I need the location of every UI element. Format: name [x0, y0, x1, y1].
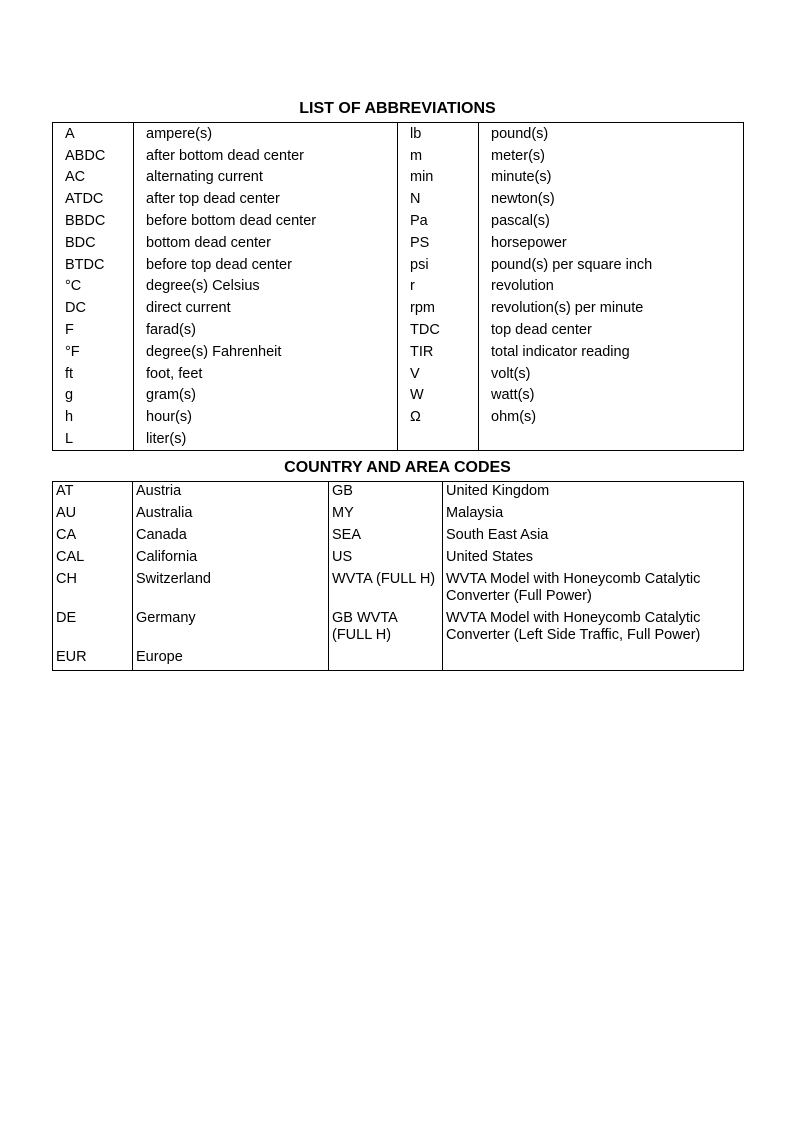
abbreviation-meaning: degree(s) Celsius: [134, 276, 398, 298]
abbreviation: h: [53, 406, 134, 428]
abbreviation-meaning: meter(s): [491, 147, 545, 164]
country-name: WVTA Model with Honeycomb Catalytic Converter (Left Side Traffic, Full Power): [446, 610, 701, 643]
country-code: US: [329, 548, 443, 570]
abbreviation-meaning: gram(s): [134, 385, 398, 407]
country-name: [443, 648, 744, 671]
country-code: MY: [329, 504, 443, 526]
table-row: [53, 167, 744, 189]
abbreviation: ft: [53, 363, 134, 385]
abbreviation: PS: [398, 232, 479, 254]
country-name: Malaysia: [446, 505, 504, 521]
abbreviation: V: [398, 363, 479, 385]
country-code: SEA: [329, 526, 443, 548]
abbreviation: r: [398, 276, 479, 298]
abbreviation: W: [398, 385, 479, 407]
abbreviation: TDC: [398, 319, 479, 341]
abbreviation: BBDC: [53, 210, 134, 232]
abbreviation-meaning: degree(s) Fahrenheit: [134, 341, 398, 363]
abbreviation: Pa: [398, 210, 479, 232]
abbreviation-meaning: volt(s): [491, 365, 531, 382]
table-row: [53, 406, 744, 428]
abbreviation-meaning: after top dead center: [134, 188, 398, 210]
table-row: [53, 123, 744, 145]
abbreviation-meaning: bottom dead center: [134, 232, 398, 254]
abbreviation-meaning: pascal(s): [491, 213, 550, 230]
country-name: South East Asia: [446, 527, 549, 543]
table-row: [53, 363, 744, 385]
abbreviation-meaning: pound(s): [491, 125, 549, 142]
table-row: [53, 648, 744, 671]
table-row: [53, 609, 744, 648]
abbreviation: ATDC: [53, 188, 134, 210]
country-name: Australia: [133, 504, 329, 526]
country-code: EUR: [53, 648, 133, 671]
country-name: Europe: [133, 648, 329, 671]
abbreviation: min: [398, 167, 479, 189]
abbreviation-meaning: ampere(s): [134, 123, 398, 145]
abbreviation: lb: [398, 123, 479, 145]
table-row: [53, 504, 744, 526]
country-name: Switzerland: [133, 570, 329, 609]
country-code: CAL: [53, 548, 133, 570]
abbreviation-meaning: after bottom dead center: [134, 145, 398, 167]
table-row: [53, 341, 744, 363]
abbreviation: ABDC: [53, 145, 134, 167]
abbreviation-meaning: alternating current: [134, 167, 398, 189]
abbreviation: A: [53, 123, 134, 145]
table-row: [53, 210, 744, 232]
abbreviation: m: [398, 145, 479, 167]
country-name: United Kingdom: [446, 483, 550, 499]
abbreviation: BTDC: [53, 254, 134, 276]
abbreviation-meaning: liter(s): [134, 428, 398, 450]
abbreviation: BDC: [53, 232, 134, 254]
abbreviation: AC: [53, 167, 134, 189]
abbreviations-table: [52, 122, 744, 451]
abbreviation-meaning: horsepower: [491, 234, 567, 251]
table-row: [53, 319, 744, 341]
table-row: [53, 526, 744, 548]
country-codes-title: COUNTRY AND AREA CODES: [284, 459, 511, 476]
country-name: Canada: [133, 526, 329, 548]
abbreviation: °F: [53, 341, 134, 363]
abbreviation: °C: [53, 276, 134, 298]
abbreviation-meaning: before top dead center: [134, 254, 398, 276]
abbreviation: DC: [53, 297, 134, 319]
abbreviation: [398, 428, 479, 450]
country-name: Austria: [133, 482, 329, 505]
country-name: Germany: [133, 609, 329, 648]
abbreviation-meaning: foot, feet: [134, 363, 398, 385]
abbreviation-meaning: watt(s): [491, 387, 535, 404]
table-row: [53, 428, 744, 450]
country-code: WVTA (FULL H): [329, 570, 443, 609]
abbreviation-meaning: total indicator reading: [491, 343, 630, 360]
abbreviation-meaning: [479, 428, 744, 450]
table-row: [53, 297, 744, 319]
table-row: [53, 232, 744, 254]
country-name: WVTA Model with Honeycomb Catalytic Converter (Full Power): [446, 571, 701, 604]
abbreviation-meaning: revolution(s) per minute: [491, 300, 644, 317]
abbreviation: rpm: [398, 297, 479, 319]
table-row: [53, 385, 744, 407]
abbreviation: TIR: [398, 341, 479, 363]
country-code: CH: [53, 570, 133, 609]
abbreviation-meaning: revolution: [491, 278, 554, 295]
table-row: [53, 145, 744, 167]
abbreviation: g: [53, 385, 134, 407]
table-row: [53, 188, 744, 210]
abbreviation-meaning: top dead center: [491, 322, 592, 339]
abbreviation-meaning: minute(s): [491, 169, 552, 186]
country-codes-table: [52, 481, 744, 671]
table-row: [53, 254, 744, 276]
country-code: AT: [53, 482, 133, 505]
abbreviation: psi: [398, 254, 479, 276]
country-code: GB: [329, 482, 443, 505]
abbreviation-meaning: ohm(s): [491, 409, 537, 426]
table-row: [53, 276, 744, 298]
abbreviation: N: [398, 188, 479, 210]
abbreviation-meaning: newton(s): [491, 191, 555, 208]
country-code: GB WVTA (FULL H): [329, 609, 443, 648]
abbreviation-meaning: pound(s) per square inch: [491, 256, 653, 273]
country-code: AU: [53, 504, 133, 526]
abbreviation-meaning: hour(s): [134, 406, 398, 428]
country-name: United States: [446, 549, 534, 565]
country-name: California: [133, 548, 329, 570]
abbreviations-title: LIST OF ABBREVIATIONS: [299, 100, 496, 117]
abbreviation-meaning: farad(s): [134, 319, 398, 341]
table-row: [53, 548, 744, 570]
abbreviation: F: [53, 319, 134, 341]
abbreviation: L: [53, 428, 134, 450]
abbreviation-meaning: before bottom dead center: [134, 210, 398, 232]
table-row: [53, 570, 744, 609]
country-code: CA: [53, 526, 133, 548]
abbreviation-meaning: direct current: [134, 297, 398, 319]
country-code: DE: [53, 609, 133, 648]
abbreviation: Ω: [398, 406, 479, 428]
table-row: [53, 482, 744, 505]
country-code: [329, 648, 443, 671]
